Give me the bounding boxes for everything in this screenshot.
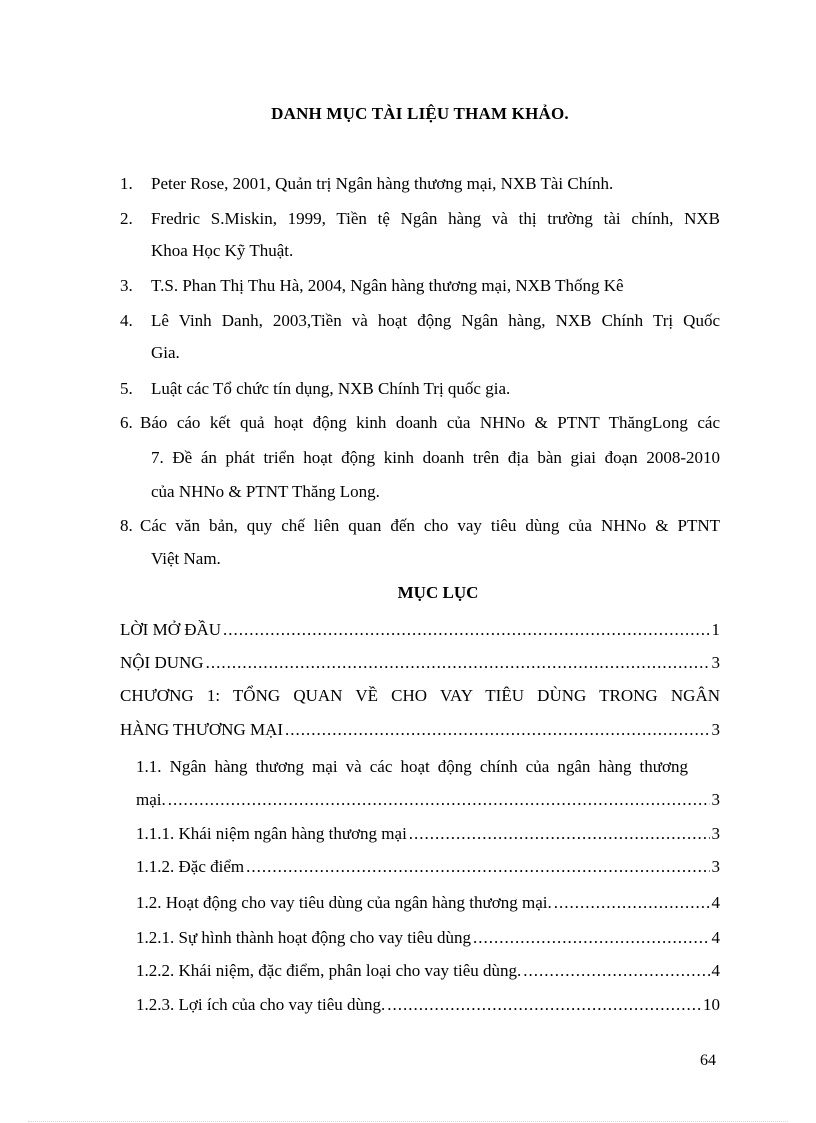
toc-entry-label: 1.2.3. Lợi ích của cho vay tiêu dùng. [136,995,386,1014]
toc-page-number: 4 [711,893,720,912]
reference-text: T.S. Phan Thị Thu Hà, 2004, Ngân hàng thương mại, NXB Thống Kê [151,276,624,295]
reference-text: Fredric S.Miskin, 1999, Tiền tệ Ngân hàng và thị trường tài chính, NXB [151,209,720,228]
toc-entry[interactable] [136,892,720,914]
reference-text: Các văn bản, quy chế liên quan đến cho vay tiêu dùng của NHNo & PTNT [140,516,720,535]
toc-entry-label: NỘI DUNG [120,653,204,672]
toc-entry-label: mại. [136,790,166,809]
toc-entry[interactable] [136,927,720,949]
toc-dot-leader [223,619,709,641]
reference-text: Peter Rose, 2001, Quản trị Ngân hàng thương mại, NXB Tài Chính. [151,174,614,193]
reference-number: 8. [120,516,133,535]
reference-continuation: Khoa Học Kỹ Thuật. [151,241,294,260]
reference-continuation: 7. Đề án phát triển hoạt động kinh doanh trên địa bàn giai đoạn 2008-2010 [151,448,720,467]
toc-entry-line: 1.1. Ngân hàng thương mại và các hoạt động chính của ngân hàng thương [136,757,688,776]
reference-number: 1. [120,174,133,193]
toc-dot-leader [206,652,710,674]
toc-entry[interactable] [136,823,720,845]
toc-entry-line: CHƯƠNG 1: TỔNG QUAN VỀ CHO VAY TIÊU DÙNG TRONG NGÂN [120,686,720,705]
reference-item-3 [120,275,720,297]
reference-continuation: Việt Nam. [151,549,221,568]
toc-dot-leader [523,960,709,982]
toc-dot-leader [168,789,710,811]
toc-page-number: 3 [711,653,720,672]
reference-number: 3. [120,276,133,295]
page-number: 64 [700,1052,716,1069]
toc-entry[interactable] [120,652,720,674]
toc-entry-label: HÀNG THƯƠNG MẠI [120,720,284,739]
toc-page-number: 4 [711,961,720,980]
toc-entry-label: 1.2.2. Khái niệm, đặc điểm, phân loại cho vay tiêu dùng. [136,961,522,980]
toc-entry-label: 1.2.1. Sự hình thành hoạt động cho vay tiêu dùng [136,928,472,947]
reference-item-2 [120,208,720,230]
reference-number: 2. [120,209,133,228]
toc-page-number: 1 [711,620,720,639]
toc-page-number: 3 [711,857,720,876]
reference-continuation: Gia. [151,343,180,362]
reference-text: Lê Vinh Danh, 2003,Tiền và hoạt động Ngân hàng, NXB Chính Trị Quốc [151,311,720,330]
reference-number: 6. [120,413,133,432]
reference-item-5 [120,378,720,400]
toc-page-number: 10 [703,995,720,1014]
reference-item-6 [120,412,720,434]
toc-page-number: 3 [711,720,720,739]
toc-page-number: 3 [711,824,720,843]
reference-number: 4. [120,311,133,330]
toc-dot-leader [473,927,709,949]
reference-number: 5. [120,379,133,398]
toc-entry-label: 1.1.1. Khái niệm ngân hàng thương mại [136,824,407,843]
toc-entry-label: 1.1.2. Đặc điểm [136,857,245,876]
toc-entry[interactable] [136,960,720,982]
toc-entry-label: LỜI MỞ ĐẦU [120,620,222,639]
toc-entry[interactable] [136,856,720,878]
page-title: DANH MỤC TÀI LIỆU THAM KHẢO. [271,104,569,123]
toc-page-number: 3 [711,790,720,809]
reference-item-8 [120,515,720,537]
toc-entry[interactable] [120,719,720,741]
toc-dot-leader [285,719,709,741]
page-bottom-rule [28,1121,788,1122]
toc-page-number: 4 [711,928,720,947]
toc-title: MỤC LỤC [397,583,479,602]
toc-entry[interactable] [136,789,720,811]
toc-dot-leader [409,823,710,845]
reference-text: Luật các Tổ chức tín dụng, NXB Chính Trị quốc gia. [151,379,511,398]
reference-item-4 [120,310,720,332]
toc-dot-leader [246,856,709,878]
toc-entry-label: 1.2. Hoạt động cho vay tiêu dùng của ngân hàng thương mại. [136,893,552,912]
reference-item-1 [120,173,720,195]
reference-text: Báo cáo kết quả hoạt động kinh doanh của NHNo & PTNT ThăngLong các [140,413,720,432]
reference-continuation: của NHNo & PTNT Thăng Long. [151,482,380,501]
toc-dot-leader [387,994,701,1016]
toc-entry[interactable] [136,994,720,1016]
toc-entry[interactable] [120,619,720,641]
toc-dot-leader [554,892,710,914]
